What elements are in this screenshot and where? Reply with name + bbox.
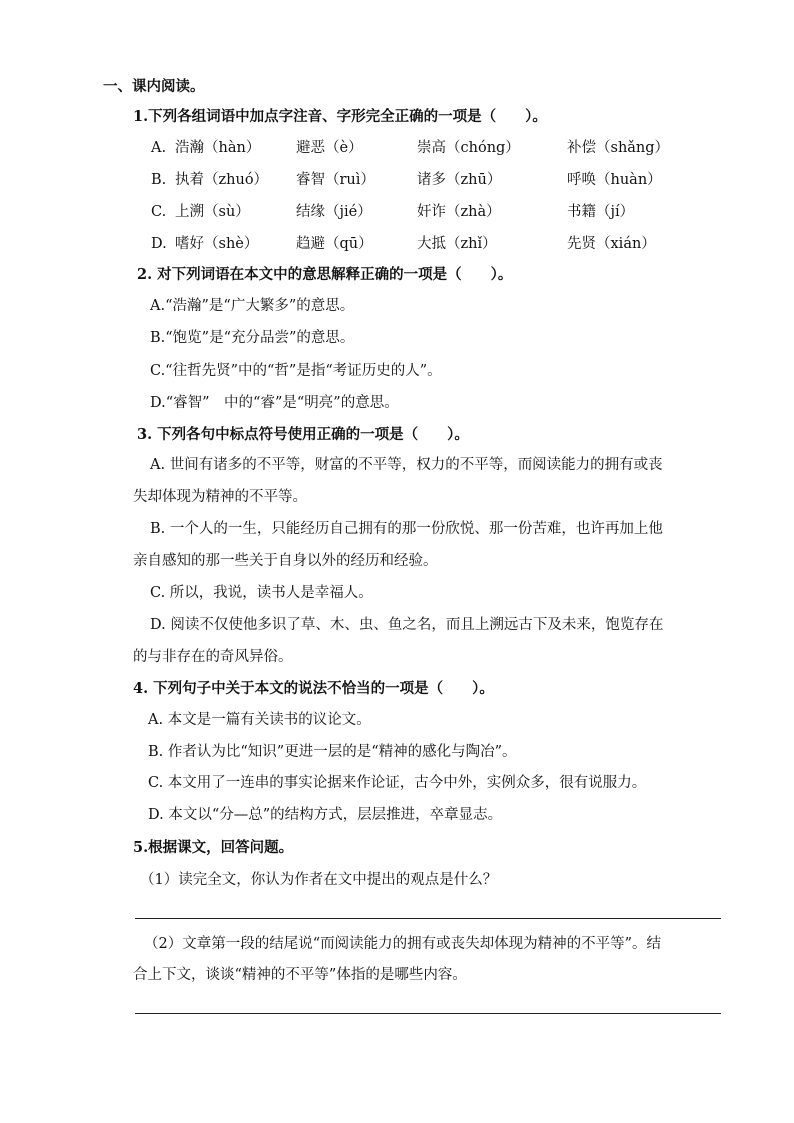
q3-option-a: A. 世间有诸多的不平等，财富的不平等，权力的不平等，而阅读能力的拥有或丧 [150, 457, 663, 473]
q3-option-b: B. 一个人的一生，只能经历自己拥有的那一份欣悦、那一份苦难，也许再加上他 [150, 521, 663, 537]
word-item: 大抵（zhǐ） [417, 236, 497, 252]
question-5-stem: 5.根据课文，回答问题。 [133, 839, 294, 856]
q1-option-a [0, 137, 794, 159]
q3-option-a-cont: 失却体现为精神的不平等。 [133, 489, 307, 505]
word-item: 奸诈（zhà） [417, 204, 501, 220]
word-item: 先贤（xián） [567, 236, 656, 252]
q2-option-a: A.“浩瀚”是“广大繁多”的意思。 [150, 298, 355, 314]
word-item: 呼唤（huàn） [567, 172, 662, 188]
q5-sub-question-1: （1）读完全文，你认为作者在文中提出的观点是什么？ [140, 872, 498, 888]
option-label: A. [151, 140, 167, 156]
word-item: 嗜好（shè） [175, 236, 259, 252]
word-item: 书籍（jí） [567, 204, 635, 220]
option-label: D. [151, 236, 167, 252]
q4-option-b: B. 作者认为比“知识”更进一层的是“精神的感化与陶冶”。 [148, 744, 517, 760]
word-item: 浩瀚（hàn） [175, 140, 261, 156]
question-2-stem: 2. 对下列词语在本文中的意思解释正确的一项是（ ）。 [137, 266, 513, 283]
q3-option-b-cont: 亲自感知的那一些关于自身以外的经历和经验。 [133, 553, 438, 569]
q2-option-d: D.“睿智” 中的“睿”是“明亮”的意思。 [150, 395, 399, 411]
word-item: 趋避（qū） [296, 236, 373, 252]
word-item: 诸多（zhū） [417, 172, 502, 188]
question-3-stem: 3. 下列各句中标点符号使用正确的一项是（ ）。 [137, 426, 469, 443]
q3-option-c: C. 所以，我说，读书人是幸福人。 [150, 585, 373, 601]
q5-sub-question-2-cont: 合上下文，谈谈“精神的不平等”体指的是哪些内容。 [133, 967, 467, 983]
q4-option-c: C. 本文用了一连串的事实论据来作论证，古今中外，实例众多，很有说服力。 [148, 775, 647, 791]
q3-option-d-cont: 的与非存在的奇风异俗。 [133, 649, 293, 665]
q1-option-c [0, 201, 794, 223]
q4-option-d: D. 本文以“分—总”的结构方式，层层推进，卒章显志。 [148, 807, 503, 823]
answer-line-1[interactable] [135, 918, 721, 919]
word-item: 崇高（chóng） [417, 140, 520, 156]
option-label: C. [151, 204, 167, 220]
question-1-stem: 1.下列各组词语中加点字注音、字形完全正确的一项是（ ）。 [133, 108, 547, 125]
word-item: 结缘（jié） [296, 204, 372, 220]
q1-option-b [0, 169, 794, 191]
q2-option-b: B.“饱览”是“充分品尝”的意思。 [150, 330, 355, 346]
section-heading: 一、课内阅读。 [103, 78, 205, 95]
q1-option-d [0, 233, 794, 255]
q4-option-a: A. 本文是一篇有关读书的议论文。 [148, 712, 371, 728]
q2-option-c: C.“往哲先贤”中的“哲”是指“考证历史的人”。 [150, 363, 442, 379]
answer-line-2[interactable] [135, 1013, 721, 1014]
word-item: 避恶（è） [296, 140, 363, 156]
word-item: 补偿（shǎng） [567, 140, 670, 156]
q3-option-d: D. 阅读不仅使他多识了草、木、虫、鱼之名，而且上溯远古下及未来，饱览存在 [150, 617, 664, 633]
question-4-stem: 4. 下列句子中关于本文的说法不恰当的一项是（ ）。 [133, 680, 494, 697]
word-item: 执着（zhuó） [175, 172, 269, 188]
q5-sub-question-2: （2）文章第一段的结尾说“而阅读能力的拥有或丧失却体现为精神的不平等”。结 [144, 936, 662, 952]
option-label: B. [151, 172, 167, 188]
word-item: 睿智（ruì） [296, 172, 375, 188]
word-item: 上溯（sù） [175, 204, 250, 220]
